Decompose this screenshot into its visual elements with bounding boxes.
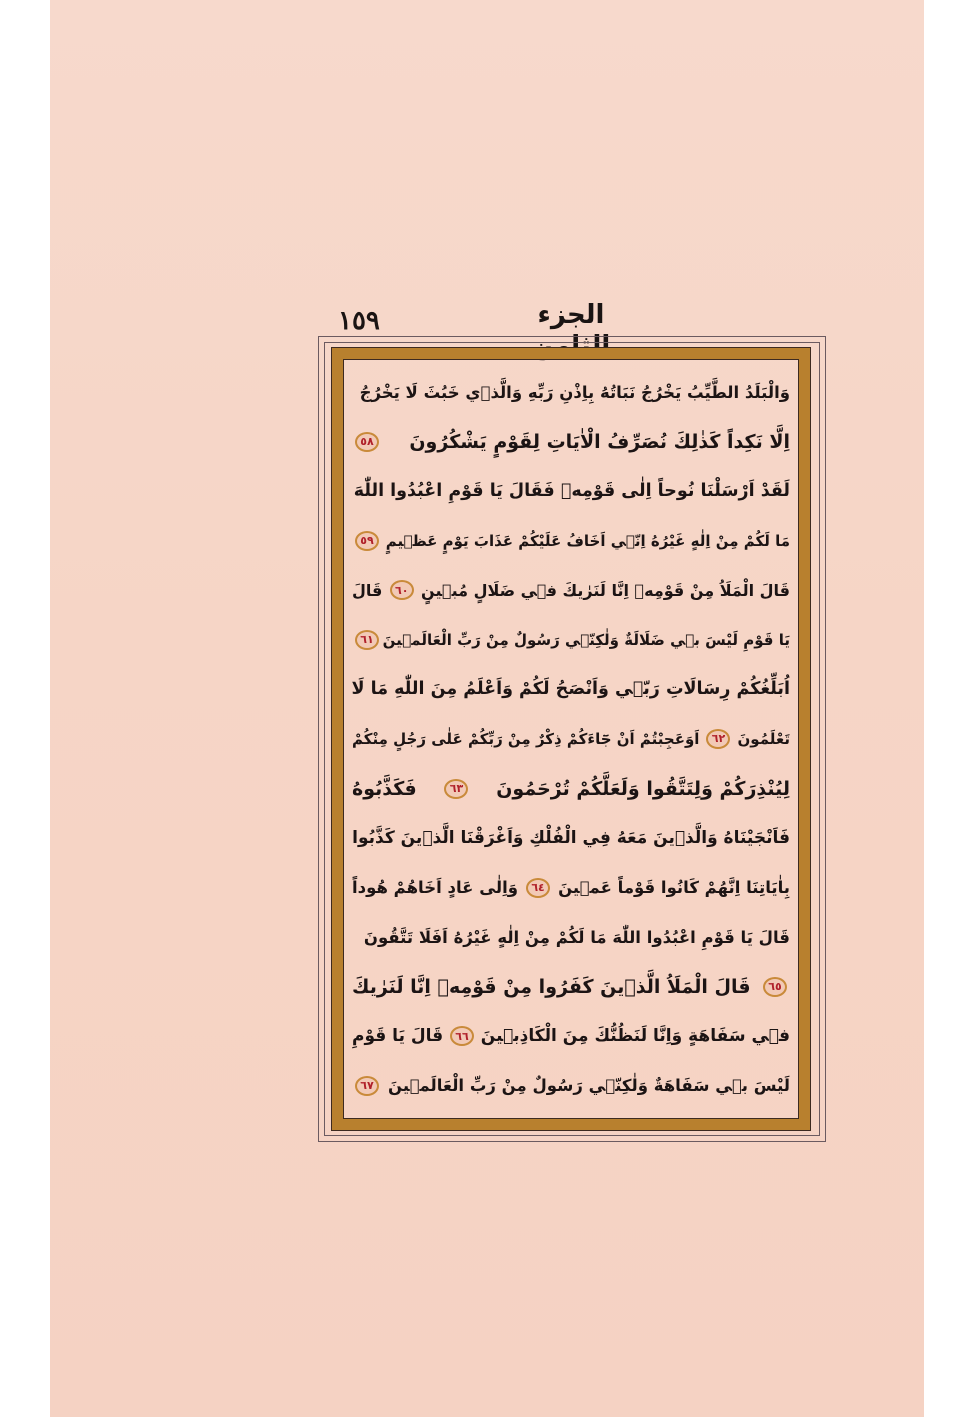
verse-text-segment: قَالَ الْمَلَاُ مِنْ قَوْمِه۪ اِنَّا لَنَرٰيكَ ف۪ي ضَلَالٍ مُب۪ينٍ [421, 580, 790, 600]
verse-line [352, 913, 790, 961]
verse-line [352, 864, 790, 912]
verse-line [352, 1062, 790, 1110]
verse-text-segment: لَقَدْ اَرْسَلْنَا نُوحاً اِلٰى قَوْمِه۪ فَقَالَ يَا قَوْمِ اعْبُدُوا اللّٰهَ [353, 481, 790, 502]
verse-line [352, 1012, 790, 1060]
verse-line [352, 368, 790, 416]
ayah-number-marker: ٦٠ [390, 580, 414, 600]
ayah-number-marker: ٦٣ [444, 779, 468, 799]
verse-line [352, 418, 790, 466]
verse-line [352, 814, 790, 862]
ayah-number-marker: ٦١ [355, 630, 379, 650]
verse-text-segment: لِيُنْذِرَكُمْ وَلِتَتَّقُوا وَلَعَلَّكُمْ تُرْحَمُونَ [496, 777, 790, 800]
verse-text-segment: تَعْلَمُونَ [737, 729, 790, 748]
ayah-number-marker: ٦٧ [355, 1076, 379, 1096]
verse-text-segment: قَالَ الْمَلَاُ الَّذ۪ينَ كَفَرُوا مِنْ قَوْمِه۪ اِنَّا لَنَرٰيكَ [352, 975, 751, 998]
verse-text-segment: اِلَّا نَكِداً كَذٰلِكَ نُصَرِّفُ الْاٰيَاتِ لِقَوْمٍ يَشْكُرُونَ [409, 430, 790, 453]
verse-text-segment: يَا قَوْمِ لَيْسَ ب۪ي ضَلَالَةٌ وَلٰكِنّ۪ي رَسُولٌ مِنْ رَبِّ الْعَالَم۪ينَ [382, 630, 790, 649]
verse-line [352, 467, 790, 515]
verse-text-segment: قَالَ يَا قَوْمِ اعْبُدُوا اللّٰهَ مَا لَكُمْ مِنْ اِلٰهٍ غَيْرُهُ اَفَلَا تَتَّقُونَ [363, 927, 790, 947]
verse-text-segment: فَاَنْجَيْنَاهُ وَالَّذ۪ينَ مَعَهُ فِي الْفُلْكِ وَاَغْرَقْنَا الَّذ۪ينَ كَذَّبُوا [352, 828, 790, 849]
verse-line [352, 765, 790, 813]
verse-text-segment: بِاٰيَاتِنَا اِنَّهُمْ كَانُوا قَوْماً عَم۪ينَ [558, 878, 790, 898]
verse-text-segment: قَالَ يَا قَوْمِ [352, 1026, 444, 1047]
ayah-number-marker: ٥٩ [355, 531, 379, 551]
page-number: ١٥٩ [338, 306, 380, 336]
verse-text-block [352, 368, 790, 1110]
verse-text-segment: لَيْسَ ب۪ي سَفَاهَةٌ وَلٰكِنّ۪ي رَسُولٌ مِنْ رَبِّ الْعَالَم۪ينَ [387, 1076, 790, 1096]
verse-line [352, 715, 790, 763]
verse-text-segment: اُبَلِّغُكُمْ رِسَالَاتِ رَبّ۪ي وَاَنْصَحُ لَكُمْ وَاَعْلَمُ مِنَ اللّٰهِ مَا لَا [352, 679, 790, 700]
juz-title: الجزء الثامن [531, 300, 611, 362]
ayah-number-marker: ٦٢ [706, 729, 730, 749]
verse-line [352, 566, 790, 614]
page-header [318, 298, 824, 362]
verse-text-segment: وَالْبَلَدُ الطَّيِّبُ يَخْرُجُ نَبَاتُهُ بِاِذْنِ رَبِّهِ وَالَّذ۪ي خَبُثَ لَا يَخْرُجُ [359, 382, 790, 402]
verse-text-segment: قَالَ [352, 580, 383, 600]
verse-text-segment: اَوَعَجِبْتُمْ اَنْ جَٓاءَكُمْ ذِكْرٌ مِنْ رَبِّكُمْ عَلٰى رَجُلٍ مِنْكُمْ [352, 729, 700, 748]
verse-text-segment: ف۪ي سَفَاهَةٍ وَاِنَّا لَنَظُنُّكَ مِنَ الْكَاذِب۪ينَ [480, 1026, 790, 1047]
verse-text-segment: وَاِلٰى عَادٍ اَخَاهُمْ هُوداً [352, 878, 518, 898]
verse-line [352, 616, 790, 664]
verse-text-segment: فَكَذَّبُوهُ [352, 777, 417, 800]
ayah-number-marker: ٦٤ [526, 878, 550, 898]
verse-text-segment: مَا لَكُمْ مِنْ اِلٰهٍ غَيْرُهُ اِنّ۪ي اَخَافُ عَلَيْكُمْ عَذَابَ يَوْمٍ عَظ۪يمٍ [385, 531, 790, 550]
ayah-number-marker: ٥٨ [355, 432, 379, 452]
ayah-number-marker: ٦٥ [763, 977, 787, 997]
verse-line [352, 665, 790, 713]
verse-line [352, 963, 790, 1011]
ayah-number-marker: ٦٦ [450, 1026, 474, 1046]
verse-line [352, 517, 790, 565]
